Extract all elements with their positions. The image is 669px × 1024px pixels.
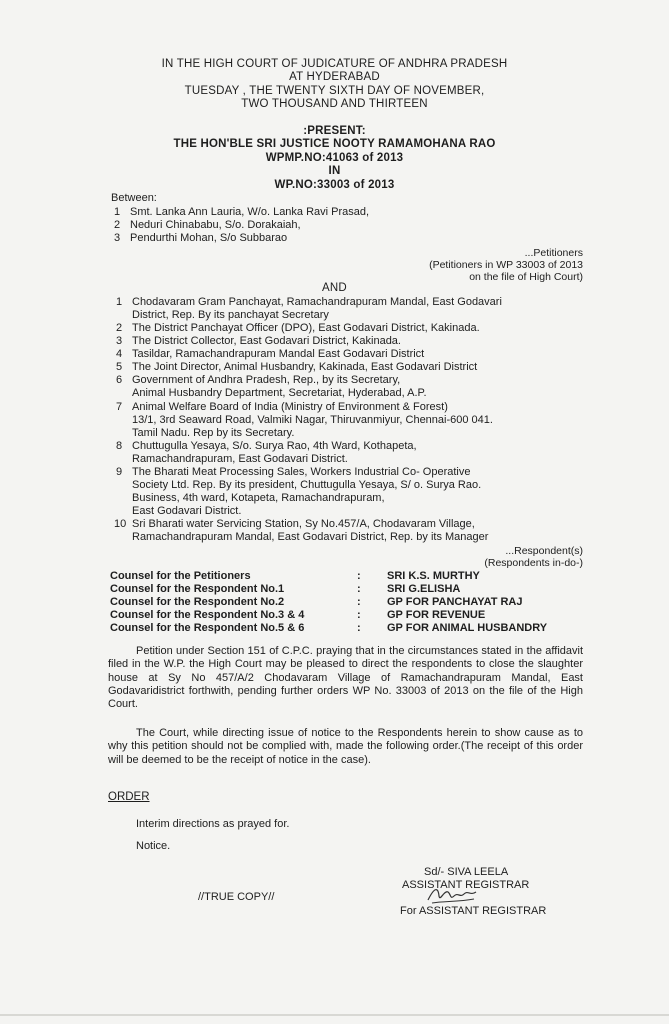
between-label: Between: [111,192,157,204]
respondent-number: 1 [116,296,123,308]
respondent-number: 8 [116,440,123,452]
petition-paragraph [108,645,583,711]
judge-name: THE HON'BLE SRI JUSTICE NOOTY RAMAMOHANA RAO [173,138,496,150]
respondent-number: 4 [116,348,123,360]
respondent-line: District, Rep. By its panchayat Secretary [132,309,329,321]
court-location: AT HYDERABAD [289,71,380,83]
petition-text: Petition under Section 151 of C.P.C. praying that in the circumstances stated in the affidavit filed in the W.P. the High Court may be pleased to direct the respondents to close the slaughter house at Sy No 457/A/2 Chodavaram Village of Ramachandrapuram Mandal, East Godavaridistrict forthwith, pending further orders WP No. 33003 of 2013 on the file of the High Court. [108,645,583,711]
date-line: TUESDAY , THE TWENTY SIXTH DAY OF NOVEMBER, [184,85,485,97]
court-name: IN THE HIGH COURT OF JUDICATURE OF ANDHRA PRADESH [161,58,508,70]
counsel-role: Counsel for the Respondent No.5 & 6 [110,622,305,634]
counsel-role: Counsel for the Respondent No.3 & 4 [110,609,305,621]
order-direction: Interim directions as prayed for. [136,818,290,830]
respondent-number: 6 [116,374,123,386]
true-copy-label: //TRUE COPY// [198,891,275,903]
counsel-separator: : [357,570,361,582]
counsel-separator: : [357,622,361,634]
respondent-line: Ramachandrapuram, East Godavari District. [132,453,348,465]
present-label: :PRESENT: [303,125,366,137]
respondent-number: 2 [116,322,123,334]
respondents-note: (Respondents in-do-) [484,557,583,569]
petitioner-number: 3 [114,232,121,244]
respondent-line: 13/1, 3rd Seaward Road, Valmiki Nagar, Thiruvanmiyur, Chennai-600 041. [132,414,493,426]
signatory-name: Sd/- SIVA LEELA [424,866,509,878]
counsel-name: GP FOR REVENUE [387,609,486,621]
respondents-label: ...Respondent(s) [505,545,583,557]
petitioner-number: 1 [114,206,121,218]
petitioners-note: (Petitioners in WP 33003 of 2013 [429,259,583,271]
counsel-separator: : [357,609,361,621]
court-text: The Court, while directing issue of notice to the Respondents herein to show cause as to why this petition should not be complied with, made the following order.(The receipt of this order will be deemed to be the receipt of notice in the case). [108,727,583,766]
respondent-line: The District Collector, East Godavari District, Kakinada. [132,335,401,347]
order-heading: ORDER [108,791,150,803]
wpmp-number: WPMP.NO:41063 of 2013 [265,152,404,164]
respondent-number: 5 [116,361,123,373]
respondent-number: 3 [116,335,123,347]
wp-number: WP.NO:33003 of 2013 [274,179,395,191]
petitioner-item: Smt. Lanka Ann Lauria, W/o. Lanka Ravi Prasad, [130,206,370,218]
respondent-number: 9 [116,466,123,478]
respondent-line: The Joint Director, Animal Husbandry, Kakinada, East Godavari District [132,361,478,373]
respondent-line: East Godavari District. [132,505,242,517]
petitioners-note: on the file of High Court) [469,271,583,283]
counsel-separator: : [357,583,361,595]
in-label: IN [328,165,341,177]
petitioner-item: Pendurthi Mohan, S/o Subbarao [130,232,288,244]
year-line: TWO THOUSAND AND THIRTEEN [241,98,428,110]
petitioner-number: 2 [114,219,121,231]
respondent-line: Business, 4th ward, Kotapeta, Ramachandrapuram, [132,492,385,504]
counsel-role: Counsel for the Petitioners [110,570,251,582]
counsel-name: SRI G.ELISHA [387,583,461,595]
petitioners-label: ...Petitioners [524,247,583,259]
counsel-role: Counsel for the Respondent No.1 [110,583,285,595]
counsel-name: GP FOR PANCHAYAT RAJ [387,596,523,608]
respondent-line: Government of Andhra Pradesh, Rep., by its Secretary, [132,374,401,386]
respondent-line: Chuttugulla Yesaya, S/o. Surya Rao, 4th Ward, Kothapeta, [132,440,417,452]
respondent-line: Society Ltd. Rep. By its president, Chuttugulla Yesaya, S/ o. Surya Rao. [132,479,482,491]
and-label: AND [322,282,347,294]
respondent-line: Tasildar, Ramachandrapuram Mandal East Godavari District [132,348,425,360]
respondent-number: 7 [116,401,123,413]
respondent-line: Tamil Nadu. Rep by its Secretary. [132,427,295,439]
handwritten-signature [424,884,484,906]
counsel-separator: : [357,596,361,608]
counsel-role: Counsel for the Respondent No.2 [110,596,285,608]
respondent-line: The District Panchayat Officer (DPO), East Godavari District, Kakinada. [132,322,480,334]
petitioner-item: Neduri Chinababu, S/o. Dorakaiah, [130,219,301,231]
respondent-line: Sri Bharati water Servicing Station, Sy No.457/A, Chodavaram Village, [132,518,475,530]
respondent-line: Ramachandrapuram Mandal, East Godavari District, Rep. by its Manager [132,531,489,543]
respondent-line: Animal Welfare Board of India (Ministry of Environment & Forest) [132,401,448,413]
respondent-line: Chodavaram Gram Panchayat, Ramachandrapuram Mandal, East Godavari [132,296,502,308]
signatory-title: ASSISTANT REGISTRAR [402,879,530,891]
court-paragraph [108,727,583,767]
counsel-name: SRI K.S. MURTHY [387,570,480,582]
respondent-line: Animal Husbandry Department, Secretariat, Hyderabad, A.P. [132,387,427,399]
respondent-number: 10 [114,518,127,530]
scan-edge-line [0,1014,669,1016]
order-notice: Notice. [136,840,171,852]
counsel-name: GP FOR ANIMAL HUSBANDRY [387,622,548,634]
respondent-line: The Bharati Meat Processing Sales, Workers Industrial Co- Operative [132,466,471,478]
for-assistant-registrar: For ASSISTANT REGISTRAR [400,905,547,917]
